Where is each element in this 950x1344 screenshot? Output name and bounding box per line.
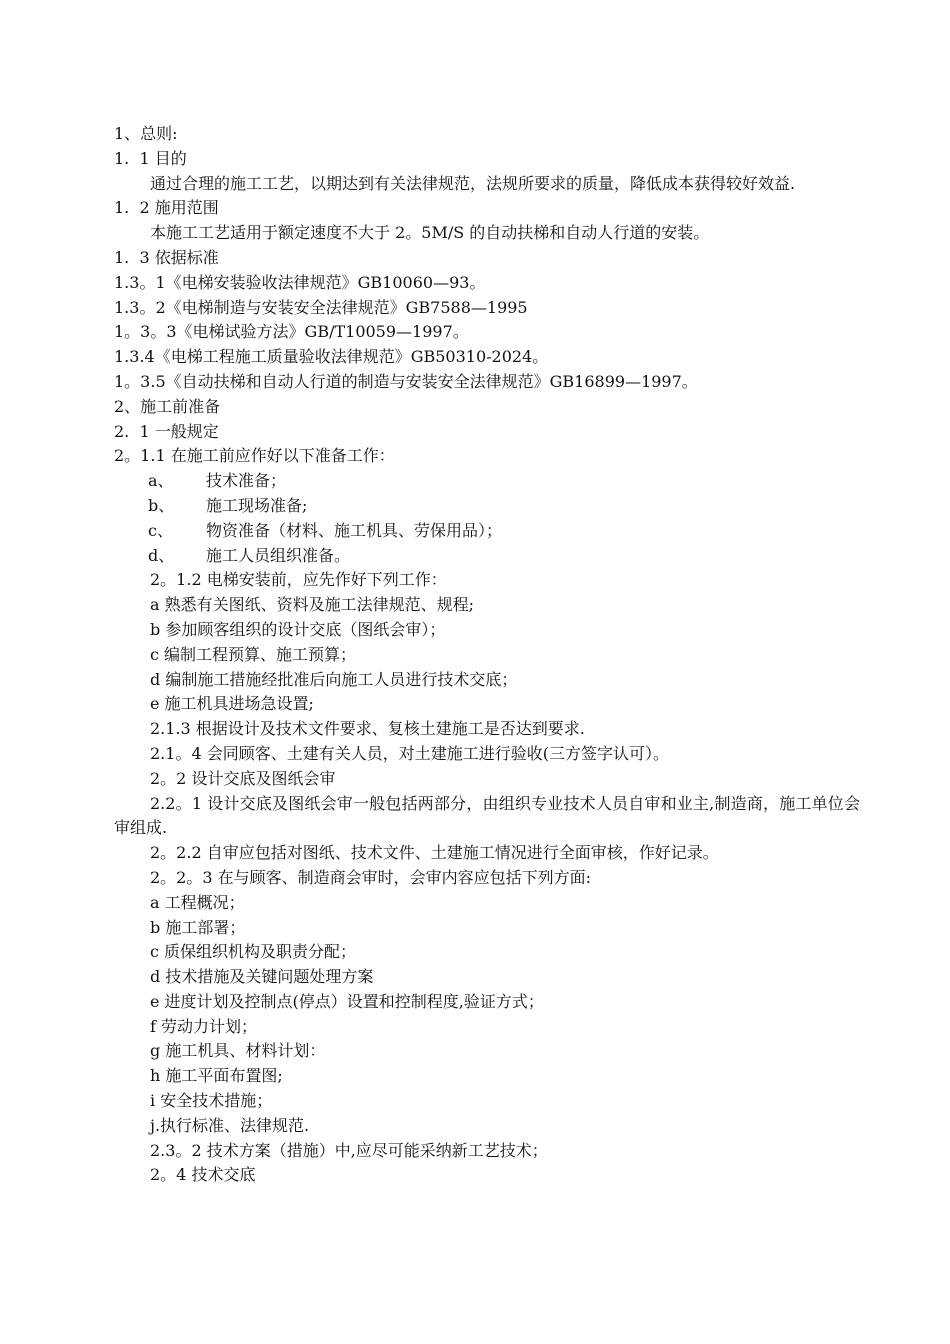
review-list-item: d 技术措施及关键问题处理方案 [150,967,374,987]
clause-2-1-3: 2.1.3 根据设计及技术文件要求、复核土建施工是否达到要求. [150,719,585,739]
list-marker: b、 [148,495,175,515]
work-list-item: a 熟悉有关图纸、资料及施工法律规范、规程; [150,595,475,615]
standard-item-4: 1.3.4《电梯工程施工质量验收法律规范》GB50310-2024。 [114,347,549,367]
subsection-heading-1-3: 1. 3 依据标准 [114,247,219,267]
clause-2-2-3: 2。2。3 在与顾客、制造商会审时，会审内容应包括下列方面: [150,867,592,887]
section-heading-1: 1、总则: [114,124,178,143]
review-list-item: h 施工平面布置图; [150,1066,283,1086]
standard-item-1: 1.3。1《电梯安装验收法律规范》GB10060—93。 [114,272,486,292]
review-list-item: g 施工机具、材料计划： [150,1041,326,1061]
paragraph-scope: 本施工工艺适用于额定速度不大于 2。5M/S 的自动扶梯和自动人行道的安装。 [150,223,710,243]
list-item-text: 施工人员组织准备。 [206,545,351,565]
review-list-item: i 安全技术措施； [150,1091,273,1111]
standard-item-2: 1.3。2《电梯制造与安装安全法律规范》GB7588—1995 [114,297,528,317]
prep-list-item [114,469,860,494]
clause-2-1-1: 2。1.1 在施工前应作好以下准备工作： [114,446,395,466]
review-list-item: e 进度计划及控制点(停点）设置和控制程度,验证方式； [150,991,544,1011]
work-list-item: c 编制工程预算、施工预算； [150,644,357,664]
subsection-heading-1-2: 1. 2 施用范围 [114,198,219,218]
clause-2-1-2: 2。1.2 电梯安装前，应先作好下列工作： [150,570,447,590]
subsection-heading-2-4: 2。4 技术交底 [150,1165,256,1185]
clause-2-2-2: 2。2.2 自审应包括对图纸、技术文件、土建施工情况进行全面审核，作好记录。 [150,843,719,863]
list-marker: a、 [148,471,174,491]
list-item-text: 技术准备； [206,471,287,491]
subsection-heading-1-1: 1. 1 目的 [114,148,187,168]
review-list-item: j.执行标准、法律规范. [150,1115,310,1135]
list-marker: d、 [148,545,175,565]
review-list-item: a 工程概况； [150,892,245,912]
clause-2-2-1: 2.2。1 设计交底及图纸会审一般包括两部分，由组织专业技术人员自审和业主,制造商，施工单位会审组成. [114,793,860,838]
list-item-text: 施工现场准备; [206,495,308,515]
work-list-item: b 参加顾客组织的设计交底（图纸会审）； [150,619,446,639]
work-list-item: e 施工机具进场急设置; [150,694,314,714]
subsection-heading-2-2: 2。2 设计交底及图纸会审 [150,768,336,788]
review-list-item: f 劳动力计划； [150,1016,258,1036]
list-marker: c、 [148,520,173,540]
document-body [114,122,860,1188]
prep-list-item [114,519,860,544]
standard-item-3: 1。3。3《电梯试验方法》GB/T10059—1997。 [114,322,469,342]
subsection-heading-2-1: 2. 1 一般规定 [114,421,219,441]
clause-2-1-4: 2.1。4 会同顾客、土建有关人员，对土建施工进行验收(三方签字认可）。 [150,743,669,763]
standard-item-5: 1。3.5《自动扶梯和自动人行道的制造与安装安全法律规范》GB16899—1997。 [114,371,698,391]
review-list-item: b 施工部署； [150,917,246,937]
clause-2-3-2: 2.3。2 技术方案（措施）中,应尽可能采纳新工艺技术； [150,1140,548,1160]
work-list-item: d 编制施工措施经批准后向施工人员进行技术交底； [150,669,518,689]
prep-list-item [114,494,860,519]
section-heading-2: 2、施工前准备 [114,396,221,416]
list-item-text: 物资准备（材料、施工机具、劳保用品）； [206,520,503,540]
review-list-item: c 质保组织机构及职责分配； [150,942,357,962]
prep-list-item [114,544,860,569]
paragraph-purpose: 通过合理的施工工艺，以期达到有关法律规范，法规所要求的质量，降低成本获得较好效益. [150,173,796,193]
